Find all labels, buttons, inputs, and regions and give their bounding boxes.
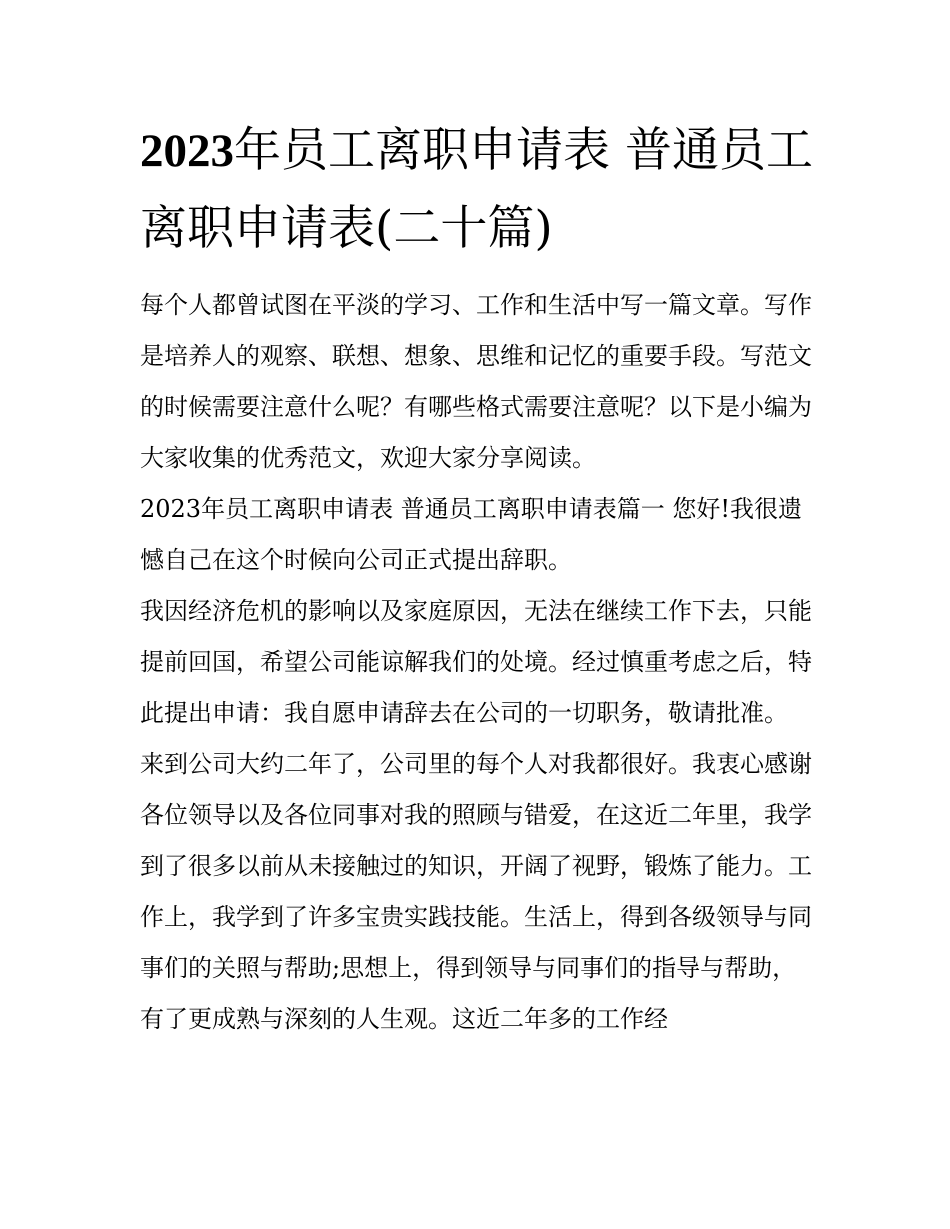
title-year: 2023 (140, 125, 234, 177)
paragraph-reason: 我因经济危机的影响以及家庭原因，无法在继续工作下去，只能提前回国，希望公司能谅解我们的处境。经过慎重考虑之后，特此提出申请：我自愿申请辞去在公司的一切职务，敬请批准。 (140, 597, 812, 727)
title-text: 年员工离职申请表 普通员工离职申请表(二十篇) (140, 123, 813, 256)
paragraph-opening: 2023年员工离职申请表 普通员工离职申请表篇一 您好!我很遗憾自己在这个时候向公司正式提出辞职。 (140, 495, 802, 574)
document-title (140, 112, 820, 268)
paragraph-intro: 每个人都曾试图在平淡的学习、工作和生活中写一篇文章。写作是培养人的观察、联想、想象、思维和记忆的重要手段。写范文的时候需要注意什么呢？有哪些格式需要注意呢？以下是小编为大家收集的优秀范文，欢迎大家分享阅读。 (140, 291, 812, 472)
document-body (140, 280, 820, 1045)
paragraph-gratitude: 来到公司大约二年了，公司里的每个人对我都很好。我衷心感谢各位领导以及各位同事对我的照顾与错爱，在这近二年里，我学到了很多以前从未接触过的知识，开阔了视野，锻炼了能力。工作上，我学到了许多宝贵实践技能。生活上，得到各级领导与同事们的关照与帮助;思想上，得到领导与同事们的指导与帮助，有了更成熟与深刻的人生观。这近二年多的工作经 (140, 750, 812, 1033)
